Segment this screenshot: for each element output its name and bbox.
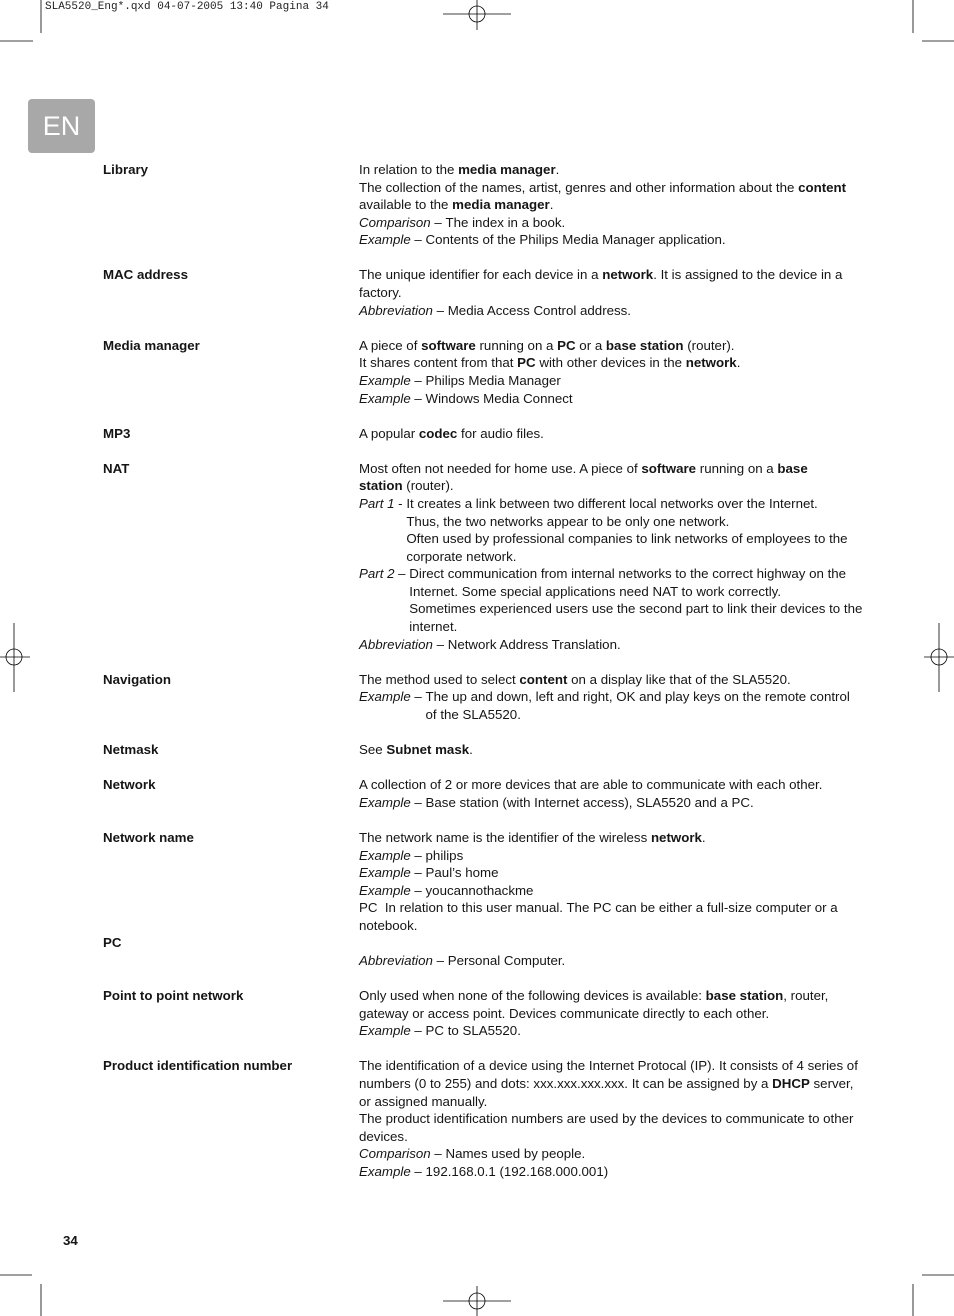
definition-body bbox=[448, 636, 923, 654]
definition-text: In relation to the bbox=[359, 162, 459, 177]
definition-line bbox=[359, 987, 923, 1005]
glossary-term: Media manager bbox=[103, 337, 200, 353]
definition-text: Only used when none of the following devices is available: bbox=[359, 988, 706, 1004]
definition-text: notebook. bbox=[359, 917, 418, 933]
definition-line: of the SLA5520. bbox=[425, 706, 521, 722]
definition-line: Names used by people. bbox=[445, 1146, 586, 1162]
definition-line bbox=[359, 1005, 923, 1023]
definition-text: devices. bbox=[359, 1128, 408, 1144]
definition-line bbox=[359, 460, 923, 478]
glossary-entry bbox=[103, 741, 923, 759]
definition-line: philips bbox=[425, 847, 464, 863]
definition-text: PC In relation to this user manual. The PC can be either a full-size computer or a bbox=[359, 900, 838, 916]
definition-labeled-item bbox=[359, 372, 923, 390]
definition-body bbox=[426, 1022, 923, 1040]
definition-label: Abbreviation bbox=[359, 636, 433, 652]
registration-mark-right bbox=[924, 623, 954, 692]
glossary-definition bbox=[359, 1057, 923, 1180]
definition-line: Direct communication from internal networks to the correct highway on the bbox=[409, 566, 847, 582]
definition-text: (router). bbox=[683, 337, 735, 353]
definition-text: or a bbox=[575, 337, 606, 353]
definition-body bbox=[426, 390, 923, 408]
definition-text: (router). bbox=[402, 478, 454, 494]
definition-line bbox=[359, 1110, 923, 1128]
definition-label: Example bbox=[359, 372, 411, 388]
definition-text: available to the bbox=[359, 197, 453, 213]
definition-label: Abbreviation bbox=[359, 953, 433, 969]
label-separator: – bbox=[430, 1146, 446, 1162]
definition-line: PC to SLA5520. bbox=[425, 1023, 521, 1039]
definition-labeled-item bbox=[359, 847, 923, 865]
definition-label: Part 2 bbox=[359, 566, 395, 582]
glossary-definition bbox=[359, 741, 923, 759]
glossary-definition bbox=[359, 829, 923, 934]
definition-labeled-item bbox=[359, 214, 923, 232]
definition-line bbox=[359, 1128, 923, 1146]
label-separator: – bbox=[410, 372, 426, 388]
definition-text: A popular bbox=[359, 425, 419, 441]
glossary-list bbox=[103, 161, 923, 1198]
definition-line: Contents of the Philips Media Manager application. bbox=[425, 232, 726, 248]
definition-line bbox=[359, 179, 923, 197]
glossary-keyword: network bbox=[685, 355, 737, 371]
definition-text: The unique identifier for each device in a bbox=[359, 267, 603, 283]
definition-line bbox=[359, 196, 923, 214]
page-number: 34 bbox=[63, 1233, 78, 1248]
label-separator: – bbox=[430, 214, 446, 230]
definition-text: . bbox=[469, 742, 473, 758]
definition-body bbox=[426, 864, 923, 882]
definition-line bbox=[359, 337, 923, 355]
definition-body bbox=[426, 794, 923, 812]
definition-line: The index in a book. bbox=[445, 214, 566, 230]
definition-label: Example bbox=[359, 1163, 411, 1179]
glossary-definition bbox=[359, 266, 923, 319]
definition-text: or assigned manually. bbox=[359, 1093, 488, 1109]
crop-mark-bottom-right bbox=[913, 1275, 954, 1316]
glossary-keyword: codec bbox=[418, 425, 458, 441]
definition-text: It shares content from that bbox=[359, 355, 518, 371]
file-slug: SLA5520_Eng*.qxd 04-07-2005 13:40 Pagina 34 bbox=[45, 1, 329, 13]
definition-labeled-item bbox=[359, 302, 923, 320]
definition-line: Media Access Control address. bbox=[447, 302, 632, 318]
glossary-term: Network name bbox=[103, 829, 194, 845]
definition-label: Example bbox=[359, 847, 411, 863]
glossary-keyword: base station bbox=[705, 988, 784, 1004]
glossary-term: Navigation bbox=[103, 671, 171, 687]
definition-line bbox=[359, 917, 923, 935]
definition-labeled-item bbox=[359, 495, 923, 565]
crop-mark-bottom-left bbox=[0, 1275, 41, 1316]
definition-body bbox=[445, 214, 923, 232]
definition-text: See bbox=[359, 742, 387, 758]
definition-line bbox=[359, 284, 923, 302]
definition-body bbox=[426, 231, 923, 249]
definition-text: The method used to select bbox=[359, 671, 520, 687]
glossary-entry bbox=[103, 161, 923, 249]
glossary-definition bbox=[359, 161, 923, 249]
glossary-keyword: media manager bbox=[458, 162, 556, 177]
definition-labeled-item bbox=[359, 882, 923, 900]
glossary-keyword: base bbox=[777, 460, 808, 476]
definition-label: Part 1 bbox=[359, 495, 395, 511]
glossary-term: NAT bbox=[103, 460, 130, 476]
glossary-definition bbox=[359, 934, 923, 969]
definition-body bbox=[426, 882, 923, 900]
definition-text: . bbox=[549, 197, 554, 213]
definition-body bbox=[426, 372, 923, 390]
glossary-keyword: station bbox=[359, 478, 403, 494]
definition-line: It creates a link between two different local networks over the Internet. bbox=[406, 495, 818, 511]
label-separator: – bbox=[410, 865, 426, 881]
label-separator: – bbox=[432, 636, 448, 652]
definition-labeled-item bbox=[359, 390, 923, 408]
label-separator: – bbox=[410, 1163, 426, 1179]
definition-line bbox=[359, 425, 923, 443]
definition-line bbox=[359, 354, 923, 372]
glossary-term: Product identification number bbox=[103, 1058, 293, 1074]
glossary-keyword: content bbox=[798, 179, 847, 195]
glossary-keyword: content bbox=[519, 671, 568, 687]
language-tab: EN bbox=[28, 99, 95, 153]
label-separator: – bbox=[432, 302, 448, 318]
definition-label: Example bbox=[359, 390, 411, 406]
definition-text: . It is assigned to the device in a bbox=[653, 267, 843, 283]
definition-label: Example bbox=[359, 794, 411, 810]
label-separator: – bbox=[410, 794, 426, 810]
definition-label: Example bbox=[359, 1023, 411, 1039]
definition-text: The product identification numbers are used by the devices to communicate to other bbox=[359, 1111, 854, 1127]
definition-line bbox=[359, 477, 923, 495]
definition-text: running on a bbox=[696, 460, 778, 476]
glossary-entry bbox=[103, 829, 923, 934]
definition-body bbox=[448, 952, 923, 970]
registration-mark-bottom bbox=[443, 1286, 511, 1316]
definition-labeled-item bbox=[359, 636, 923, 654]
label-separator: – bbox=[410, 847, 426, 863]
definition-label: Comparison bbox=[359, 1146, 431, 1162]
definition-label: Example bbox=[359, 689, 411, 705]
definition-line: Often used by professional companies to link networks of employees to the bbox=[406, 531, 848, 547]
definition-body bbox=[445, 1145, 923, 1163]
glossary-keyword: media manager bbox=[452, 197, 550, 213]
definition-line: Internet. Some special applications need NAT to work correctly. bbox=[409, 583, 782, 599]
definition-labeled-item bbox=[359, 688, 923, 723]
definition-line: Base station (with Internet access), SLA5520 and a PC. bbox=[425, 794, 754, 810]
label-separator: – bbox=[394, 566, 410, 582]
glossary-keyword: Subnet mask bbox=[386, 742, 470, 758]
definition-text: on a display like that of the SLA5520. bbox=[567, 671, 791, 687]
label-separator: - bbox=[394, 495, 407, 511]
glossary-term: PC bbox=[103, 935, 122, 951]
glossary-entry bbox=[103, 671, 923, 724]
definition-line: Windows Media Connect bbox=[425, 390, 573, 406]
definition-line: corporate network. bbox=[406, 548, 517, 564]
definition-text: A collection of 2 or more devices that are able to communicate with each other. bbox=[359, 777, 823, 793]
glossary-entry bbox=[103, 460, 923, 653]
label-separator: – bbox=[410, 689, 426, 705]
definition-line: Philips Media Manager bbox=[425, 372, 561, 388]
definition-line bbox=[359, 671, 923, 689]
registration-mark-top bbox=[443, 0, 511, 30]
definition-body bbox=[426, 688, 923, 723]
definition-body bbox=[448, 302, 923, 320]
definition-body bbox=[426, 847, 923, 865]
definition-text: , router, bbox=[783, 988, 829, 1004]
definition-labeled-item bbox=[359, 794, 923, 812]
definition-line: Thus, the two networks appear to be only one network. bbox=[406, 513, 730, 529]
definition-label: Comparison bbox=[359, 214, 431, 230]
definition-labeled-item bbox=[359, 1163, 923, 1181]
definition-text: . bbox=[736, 355, 741, 371]
definition-labeled-item bbox=[359, 565, 923, 635]
glossary-keyword: PC bbox=[517, 355, 536, 371]
glossary-keyword: PC bbox=[557, 337, 576, 353]
definition-line bbox=[359, 776, 923, 794]
definition-line bbox=[359, 266, 923, 284]
registration-mark-left bbox=[0, 623, 30, 692]
definition-text: numbers (0 to 255) and dots: xxx.xxx.xxx.xxx. It can be assigned by a bbox=[359, 1076, 773, 1092]
definition-text: for audio files. bbox=[457, 425, 544, 441]
glossary-keyword: DHCP bbox=[772, 1076, 810, 1092]
definition-line: 192.168.0.1 (192.168.000.001) bbox=[425, 1163, 609, 1179]
glossary-term: Library bbox=[103, 162, 149, 177]
definition-text: The network name is the identifier of the wireless bbox=[359, 829, 651, 845]
definition-labeled-item bbox=[359, 952, 923, 970]
glossary-definition bbox=[359, 460, 923, 653]
definition-label: Example bbox=[359, 882, 411, 898]
glossary-term: MP3 bbox=[103, 425, 131, 441]
glossary-entry bbox=[103, 425, 923, 443]
definition-label: Example bbox=[359, 232, 411, 248]
definition-text: A piece of bbox=[359, 337, 422, 353]
definition-body bbox=[426, 1163, 923, 1181]
definition-line: Network Address Translation. bbox=[447, 636, 621, 652]
definition-line: Sometimes experienced users use the second part to link their devices to the bbox=[409, 601, 863, 617]
glossary-keyword: software bbox=[421, 337, 476, 353]
label-separator: – bbox=[432, 953, 448, 969]
definition-text: . bbox=[701, 829, 706, 845]
definition-line bbox=[359, 829, 923, 847]
definition-line: youcannothackme bbox=[425, 882, 534, 898]
glossary-definition bbox=[359, 987, 923, 1040]
glossary-term: MAC address bbox=[103, 267, 188, 283]
glossary-definition bbox=[359, 425, 923, 443]
definition-labeled-item bbox=[359, 864, 923, 882]
definition-line bbox=[359, 1093, 923, 1111]
definition-text: running on a bbox=[475, 337, 558, 353]
glossary-keyword: network bbox=[602, 267, 654, 283]
label-separator: – bbox=[410, 232, 426, 248]
definition-line bbox=[359, 1075, 923, 1093]
definition-body bbox=[409, 565, 923, 635]
definition-labeled-item bbox=[359, 231, 923, 249]
label-separator: – bbox=[410, 882, 426, 898]
glossary-definition bbox=[359, 337, 923, 407]
definition-label: Abbreviation bbox=[359, 302, 433, 318]
definition-body bbox=[406, 495, 923, 565]
glossary-term: Point to point network bbox=[103, 988, 244, 1004]
definition-labeled-item bbox=[359, 1145, 923, 1163]
glossary-entry bbox=[103, 776, 923, 811]
crop-mark-top-left bbox=[0, 0, 41, 41]
glossary-keyword: software bbox=[641, 460, 697, 476]
crop-mark-top-right bbox=[913, 0, 954, 41]
glossary-entry bbox=[103, 337, 923, 407]
definition-labeled-item bbox=[359, 1022, 923, 1040]
label-separator: – bbox=[410, 390, 426, 406]
definition-text: server, bbox=[809, 1076, 854, 1092]
glossary-keyword: base station bbox=[605, 337, 684, 353]
glossary-definition bbox=[359, 776, 923, 811]
glossary-entry bbox=[103, 1057, 923, 1180]
definition-label: Example bbox=[359, 865, 411, 881]
definition-line bbox=[359, 1057, 923, 1075]
glossary-term: Netmask bbox=[103, 742, 159, 758]
glossary-entry bbox=[103, 987, 923, 1040]
definition-line: Personal Computer. bbox=[447, 953, 566, 969]
label-separator: – bbox=[410, 1023, 426, 1039]
definition-text: The identification of a device using the Internet Protocal (IP). It consists of 4 series of bbox=[359, 1058, 858, 1074]
definition-text: Most often not needed for home use. A piece of bbox=[359, 460, 642, 476]
definition-line: Paul’s home bbox=[425, 865, 499, 881]
glossary-entry bbox=[103, 934, 923, 969]
glossary-keyword: network bbox=[650, 829, 702, 845]
definition-text: gateway or access point. Devices communicate directly to each other. bbox=[359, 1005, 770, 1021]
definition-line bbox=[359, 741, 923, 759]
glossary-entry bbox=[103, 266, 923, 319]
definition-line: The up and down, left and right, OK and play keys on the remote control bbox=[425, 689, 850, 705]
glossary-term: Network bbox=[103, 777, 156, 793]
glossary-definition bbox=[359, 671, 923, 724]
definition-line bbox=[359, 161, 923, 179]
definition-line bbox=[359, 899, 923, 917]
definition-text: The collection of the names, artist, genres and other information about the bbox=[359, 179, 799, 195]
definition-text: with other devices in the bbox=[535, 355, 686, 371]
definition-text: factory. bbox=[359, 285, 402, 301]
definition-line: internet. bbox=[409, 619, 458, 635]
definition-text: . bbox=[555, 162, 560, 177]
